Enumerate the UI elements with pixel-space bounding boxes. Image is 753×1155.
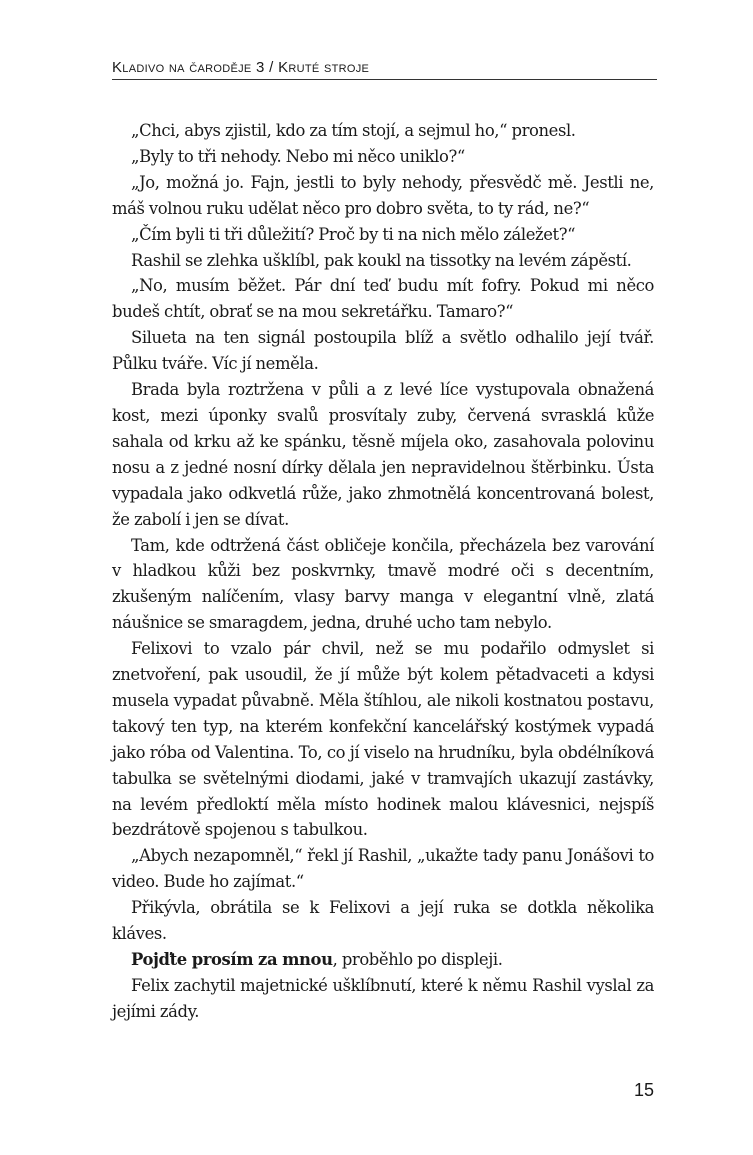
paragraph: „Jo, možná jo. Fajn, jestli to byly nehody, přesvědč mě. Jestli ne, máš volnou ruku udělat něco pro dobro světa, to ty rád, ne?“ bbox=[112, 172, 654, 218]
running-header bbox=[112, 55, 657, 80]
display-message-paragraph bbox=[112, 947, 654, 973]
display-message-bold: Pojďte prosím za mnou bbox=[131, 950, 333, 969]
paragraph: Tam, kde odtržená část obličeje končila, přecházela bez varování v hladkou kůži bez poskvrnky, tmavě modré oči s decentním, zkušeným nalíčením, vlasy barvy manga v elegantní vlně, zlatá náušnice se smaragdem, jedna, druhé ucho tam nebylo. bbox=[112, 535, 654, 633]
paragraph: Felix zachytil majetnické ušklíbnutí, které k němu Rashil vyslal za jejími zády. bbox=[112, 975, 654, 1021]
running-header-title: Kladivo na čaroděje 3 / Kruté stroje bbox=[112, 59, 370, 76]
paragraph: Felixovi to vzalo pár chvil, než se mu podařilo odmyslet si znetvoření, pak usoudil, že jí může být kolem pětadvaceti a kdysi musela vypadat půvabně. Měla štíhlou, ale nikoli kostnatou postavu, takový ten typ, na kterém konfekční kancelářský kostýmek vypadá jako róba od Valentina. To, co jí viselo na hrudníku, byla obdélníková tabulka se světelnými diodami, jaké v tramvajích ukazují zastávky, na levém předloktí měla místo hodinek malou klávesnici, nejspíš bezdrátově spojenou s tabulkou. bbox=[112, 639, 654, 840]
paragraph: „Čím byli ti tři důležití? Proč by ti na nich mělo záležet?“ bbox=[131, 224, 576, 244]
body-text bbox=[112, 118, 654, 1025]
paragraph: „Abych nezapomněl,“ řekl jí Rashil, „ukažte tady panu Jonášovi to video. Bude ho zajímat.“ bbox=[112, 846, 654, 892]
paragraph: Přikývla, obrátila se k Felixovi a její ruka se dotkla několika kláves. bbox=[112, 898, 654, 944]
paragraph: „No, musím běžet. Pár dní teď budu mít fofry. Pokud mi něco budeš chtít, obrať se na mou sekretářku. Tamaro?“ bbox=[112, 276, 654, 322]
paragraph: Brada byla roztržena v půli a z levé líce vystupovala obnažená kost, mezi úponky svalů prosvítaly zuby, červená svrasklá kůže sahala od krku až ke spánku, těsně míjela oko, zasahovala polovinu nosu a z jedné nosní dírky dělala jen nepravidelnou štěrbinku. Ústa vypadala jako odkvetlá růže, jako zhmotnělá koncentrovaná bolest, že zabolí i jen se dívat. bbox=[112, 380, 654, 529]
paragraph: „Chci, abys zjistil, kdo za tím stojí, a sejmul ho,“ pronesl. bbox=[131, 121, 576, 140]
paragraph: „Byly to tři nehody. Nebo mi něco uniklo?“ bbox=[131, 146, 465, 166]
paragraph: Rashil se zlehka ušklíbl, pak koukl na tissotky na levém zápěstí. bbox=[131, 250, 632, 270]
paragraph: Silueta na ten signál postoupila blíž a světlo odhalilo její tvář. Půlku tváře. Víc jí neměla. bbox=[112, 328, 654, 374]
page-number: 15 bbox=[633, 1080, 654, 1100]
display-message-rest: , proběhlo po displeji. bbox=[332, 950, 503, 969]
